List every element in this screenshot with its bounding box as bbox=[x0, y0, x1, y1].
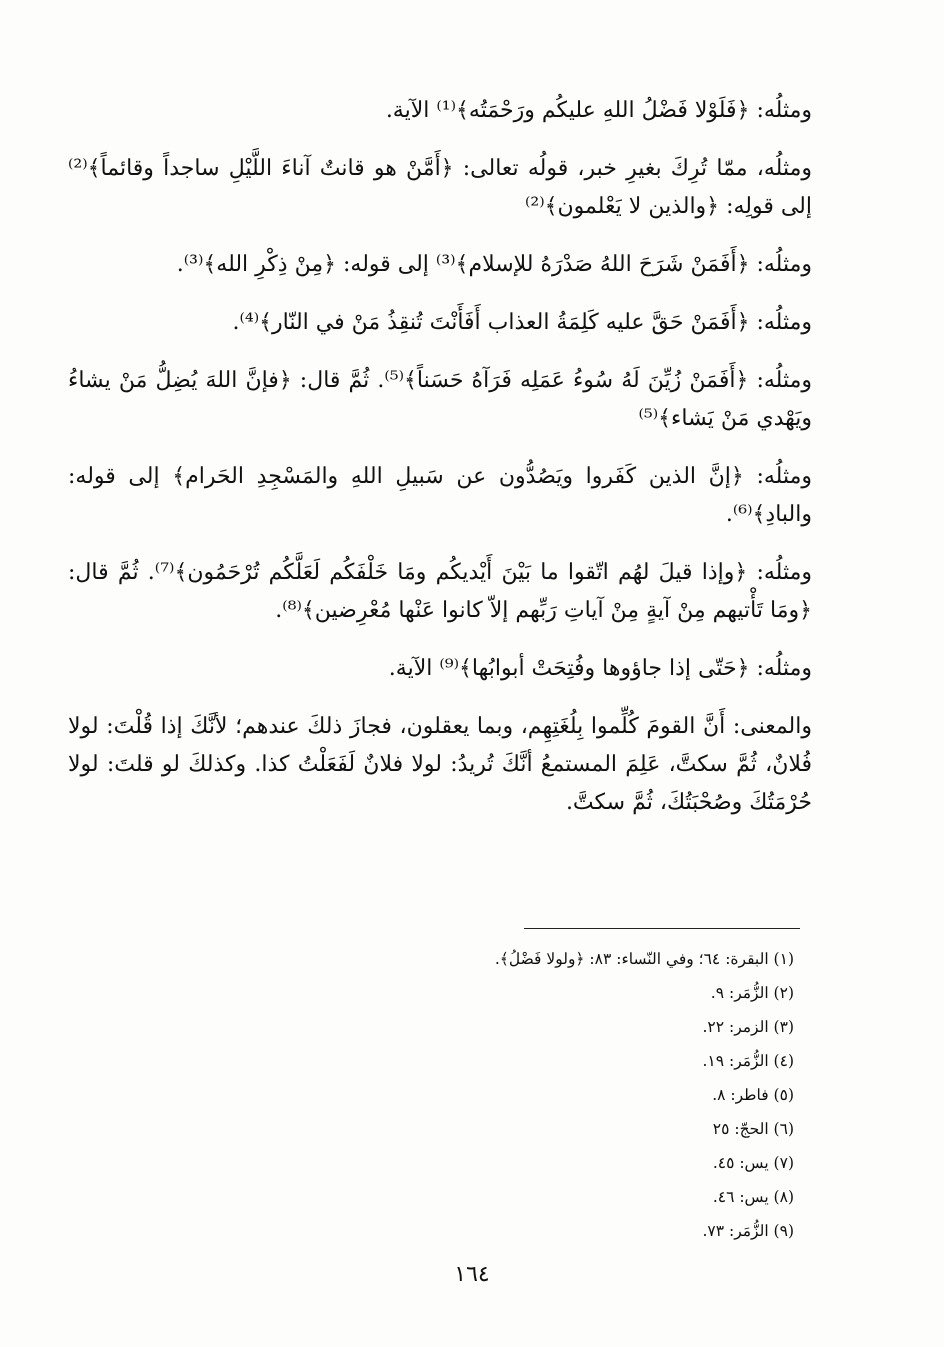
footnote-5: (٥) فاطر: ٨. bbox=[712, 1086, 794, 1104]
footnote-separator bbox=[524, 928, 800, 929]
paragraph-4: ومثلُه: ﴿أَفَمَنْ حَقَّ عليه كَلِمَةُ العذاب أَفَأَنْتَ تُنقِذُ مَنْ في النّار﴾⁽⁴⁾. bbox=[232, 310, 812, 335]
paragraph-1: ومثلُه: ﴿فَلَوْلا فَضْلُ اللهِ عليكُم ورَحْمَتُه﴾⁽¹⁾ الآية. bbox=[385, 98, 812, 123]
footnotes bbox=[194, 942, 794, 1248]
paragraph-8: ومثلُه: ﴿حَتّى إذا جاؤوها وفُتِحَتْ أبوابُها﴾⁽⁹⁾ الآية. bbox=[388, 656, 812, 681]
page-number: ١٦٤ bbox=[454, 1262, 490, 1287]
footnote-1: (١) البقرة: ٦٤؛ وفي النّساء: ٨٣: ﴿ولولا فَضْلُ﴾. bbox=[494, 950, 794, 968]
footnote-6: (٦) الحجّ: ٢٥ bbox=[712, 1120, 794, 1138]
main-text bbox=[68, 92, 812, 822]
paragraph-9: والمعنى: أَنَّ القومَ كُلِّموا بِلُغَتِهِم، وبما يعقلون، فجازَ ذلكَ عندهم؛ لأنَّكَ إذا قُلْتَ: لولا فُلانٌ، ثُمَّ سكتَّ، عَلِمَ المستمعُ أنَّكَ تُريدُ: لولا فلانٌ لَفَعَلْتُ كذا. وكذلكَ لو قلتَ: لولا حُرْمَتُكَ وصُحْبَتُكَ، ثُمَّ سكتَّ. bbox=[68, 714, 812, 815]
footnote-7: (٧) يس: ٤٥. bbox=[712, 1154, 794, 1172]
paragraph-7: ومثلُه: ﴿وإذا قيلَ لهُم اتّقوا ما بَيْنَ أَيْديكُم ومَا خَلْفَكُم لَعَلَّكُم تُرْحَمُون﴾⁽⁷⁾. ثُمَّ قال: ﴿ومَا تَأْتيهم مِنْ آيةٍ مِنْ آياتِ رَبِّهم إلاّ كانوا عَنْها مُعْرِضين﴾⁽⁸⁾. bbox=[68, 560, 813, 623]
footnote-2: (٢) الزُّمَر: ٩. bbox=[710, 984, 794, 1002]
footnote-4: (٤) الزُّمَر: ١٩. bbox=[702, 1052, 794, 1070]
footnote-8: (٨) يس: ٤٦. bbox=[712, 1188, 794, 1206]
paragraph-2: ومثلُه، ممّا تُرِكَ بغيرِ خبر، قولُه تعالى: ﴿أَمَّنْ هو قانتٌ آناءَ اللَّيْلِ ساجداً وقائماً﴾⁽²⁾ إلى قولِه: ﴿والذين لا يَعْلمون﴾⁽²⁾ bbox=[68, 156, 812, 219]
paragraph-6: ومثلُه: ﴿إنَّ الذين كَفَروا ويَصُدُّون عن سَبيلِ اللهِ والمَسْجِدِ الحَرام﴾ إلى قوله: والبادِ﴾⁽⁶⁾. bbox=[68, 464, 812, 527]
paragraph-5: ومثلُه: ﴿أَفَمَنْ زُيِّنَ لَهُ سُوءُ عَمَلِه فَرَآهُ حَسَناً﴾⁽⁵⁾. ثُمَّ قال: ﴿فإنَّ اللهَ يُضِلُّ مَنْ يشاءُ ويَهْدي مَنْ يَشاء﴾⁽⁵⁾ bbox=[68, 368, 812, 431]
footnote-3: (٣) الزمر: ٢٢. bbox=[702, 1018, 794, 1036]
footnote-9: (٩) الزُّمَر: ٧٣. bbox=[702, 1222, 794, 1240]
paragraph-3: ومثلُه: ﴿أَفَمَنْ شَرَحَ اللهُ صَدْرَهُ للإسلام﴾⁽³⁾ إلى قوله: ﴿مِنْ ذِكْرِ الله﴾⁽³⁾. bbox=[176, 252, 812, 277]
